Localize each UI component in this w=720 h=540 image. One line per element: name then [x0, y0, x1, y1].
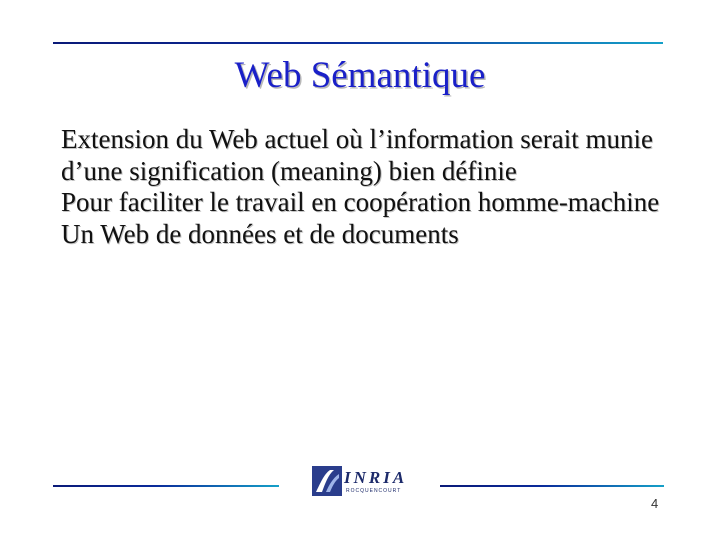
body-paragraph-2: Pour faciliter le travail en coopération homme-machine: [61, 187, 660, 217]
page-number: 4: [651, 496, 659, 511]
slide-body: [61, 124, 701, 250]
inria-logo-mark-icon: [312, 466, 342, 496]
body-paragraph-3: Un Web de données et de documents: [61, 218, 459, 249]
body-paragraph-1: Extension du Web actuel où l’information serait munie d’une signification (meaning) bien définie: [61, 124, 653, 186]
bottom-divider-right: [440, 485, 664, 487]
bottom-divider-left: [53, 485, 279, 487]
slide-title: Web Sémantique: [234, 55, 486, 96]
inria-subtext: ROCQUENCOURT: [346, 488, 402, 494]
inria-wordmark: INRIA: [344, 468, 408, 487]
top-divider: [53, 42, 663, 44]
inria-logo: [312, 466, 422, 496]
